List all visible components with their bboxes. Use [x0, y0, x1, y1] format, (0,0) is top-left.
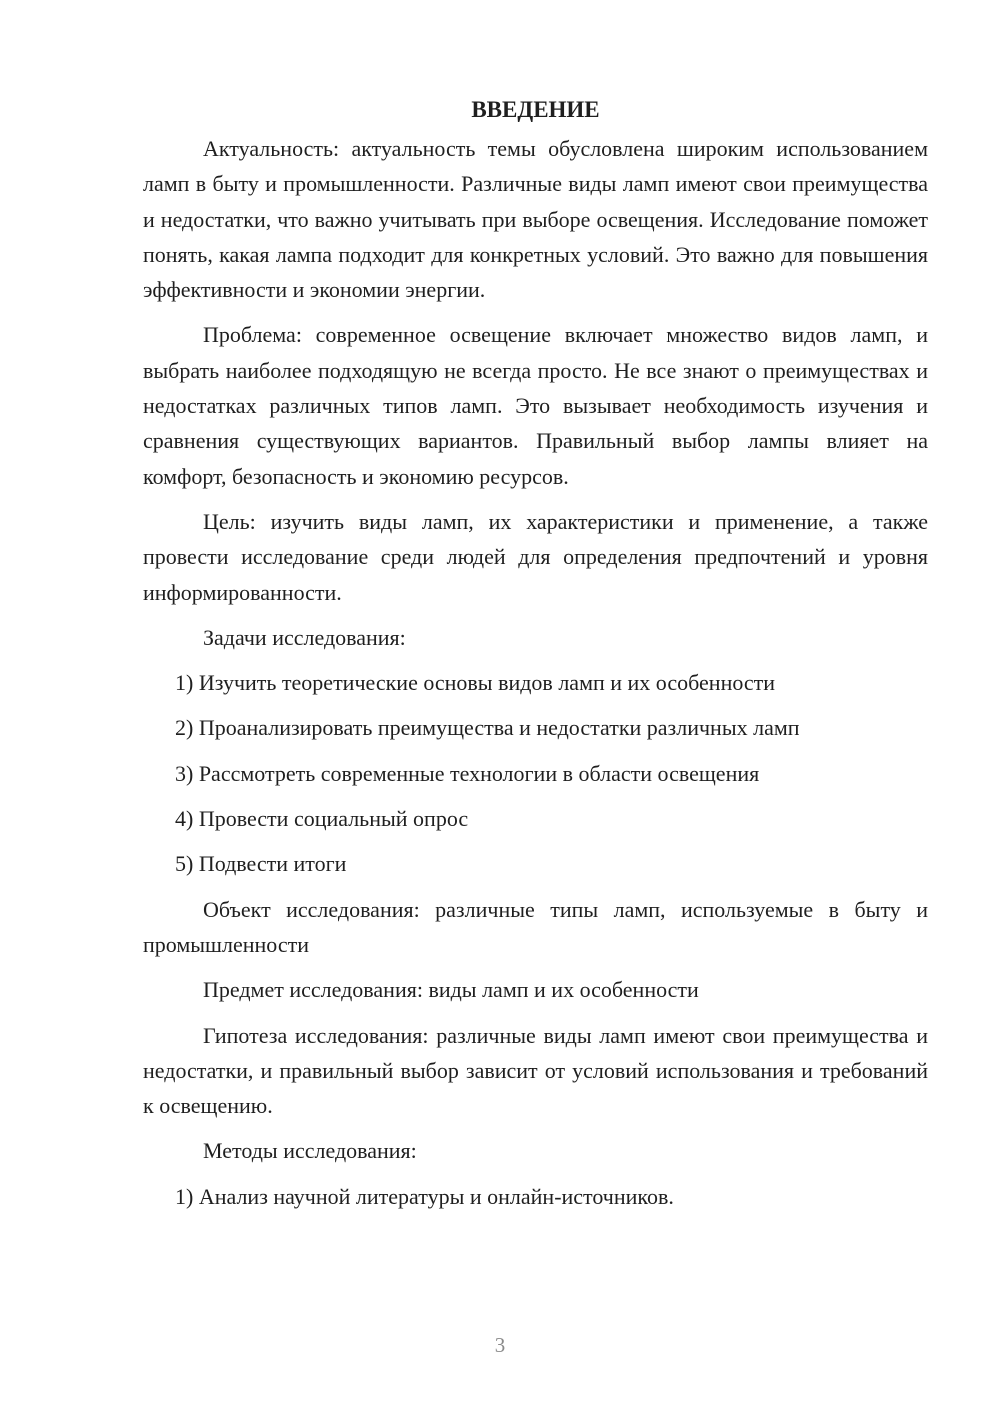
hypothesis-paragraph: Гипотеза исследования: различные виды ламп имеют свои преимущества и недостатки, и правильный выбор зависит от условий использования и требований к освещению.: [143, 1022, 928, 1119]
tasks-label: Задачи исследования:: [203, 624, 406, 650]
task-item: 2) Проанализировать преимущества и недостатки различных ламп: [175, 715, 800, 741]
object-paragraph: Объект исследования: различные типы ламп, используемые в быту и промышленности: [143, 896, 928, 957]
task-item: 3) Рассмотреть современные технологии в области освещения: [175, 760, 760, 786]
task-item: 5) Подвести итоги: [175, 851, 347, 877]
method-item: 1) Анализ научной литературы и онлайн-источников.: [175, 1183, 674, 1209]
methods-label: Методы исследования:: [203, 1138, 417, 1164]
document-page: [143, 92, 928, 1224]
problem-paragraph: Проблема: современное освещение включает множество видов ламп, и выбрать наиболее подходящую не всегда просто. Не все знают о преимуществах и недостатках различных типов ламп. Это вызывает необходимость изучения и сравнения существующих вариантов. Правильный выбор лампы влияет на комфорт, безопасность и экономию ресурсов.: [143, 322, 928, 489]
goal-paragraph: Цель: изучить виды ламп, их характеристики и применение, а также провести исследование среди людей для определения предпочтений и уровня информированности.: [143, 508, 928, 605]
relevance-paragraph: Актуальность: актуальность темы обусловлена широким использованием ламп в быту и промышленности. Различные виды ламп имеют свои преимущества и недостатки, что важно учитывать при выборе освещения. Исследование поможет понять, какая лампа подходит для конкретных условий. Это важно для повышения эффективности и экономии энергии.: [143, 136, 928, 303]
page-title: ВВЕДЕНИЕ: [471, 97, 600, 122]
page-number: 3: [494, 1333, 506, 1357]
task-item: 4) Провести социальный опрос: [175, 806, 469, 832]
task-item: 1) Изучить теоретические основы видов ламп и их особенности: [175, 670, 776, 696]
subject-paragraph: Предмет исследования: виды ламп и их особенности: [203, 977, 699, 1003]
